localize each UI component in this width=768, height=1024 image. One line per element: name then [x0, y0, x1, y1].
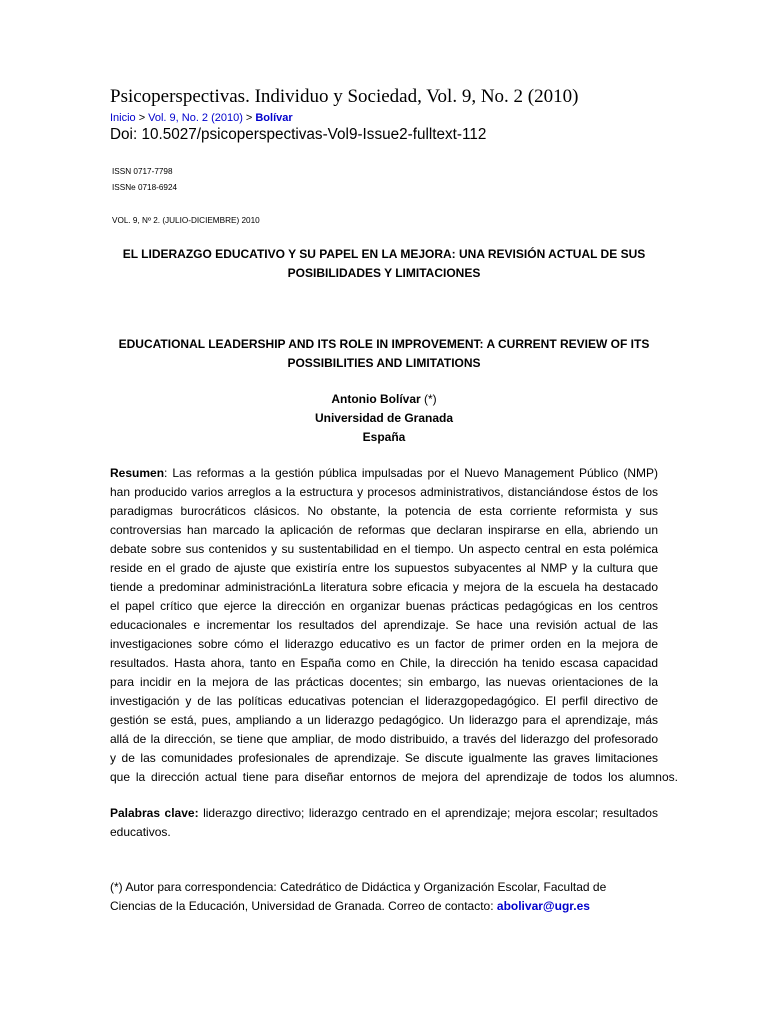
footnote-line — [110, 897, 606, 916]
author-country: España — [362, 430, 406, 444]
abstract-line: y de las comunidades profesionales de aprendizaje. Se discute igualmente las graves limitaciones — [110, 751, 658, 765]
contact-email-link[interactable]: abolivar@ugr.es — [496, 899, 590, 913]
author-line — [110, 390, 658, 409]
footnote — [110, 878, 606, 916]
breadcrumb — [110, 111, 293, 125]
abstract-line: investigación y de las políticas educativas potencian el liderazgopedagógico. El perfil directivo de — [110, 694, 658, 708]
abstract-line: resultados. Hasta ahora, tanto en España como en Chile, la dirección ha tenido escasa capacidad — [110, 656, 658, 670]
breadcrumb-separator: > — [245, 112, 253, 124]
title-line: EL LIDERAZGO EDUCATIVO Y SU PAPEL EN LA MEJORA: UNA REVISIÓN ACTUAL DE SUS — [122, 247, 646, 261]
abstract-line: el papel crítico que ejerce la dirección en organizar buenas prácticas pedagógicas en los centros — [110, 599, 658, 613]
title-line: EDUCATIONAL LEADERSHIP AND ITS ROLE IN IMPROVEMENT: A CURRENT REVIEW OF ITS — [118, 337, 650, 351]
title-line: POSIBILIDADES Y LIMITACIONES — [287, 266, 481, 280]
author-affiliation: Universidad de Granada — [314, 411, 454, 425]
author-name: Antonio Bolívar — [331, 392, 421, 406]
breadcrumb-separator: > — [138, 112, 146, 124]
footnote-line: (*) Autor para correspondencia: Catedrático de Didáctica y Organización Escolar, Facultad de — [110, 880, 607, 894]
volume-line: VOL. 9, Nº 2. (JULIO-DICIEMBRE) 2010 — [112, 216, 260, 225]
breadcrumb-issue-link[interactable]: Vol. 9, No. 2 (2010) — [148, 112, 243, 124]
keywords-label: Palabras clave: — [110, 806, 199, 820]
title-line: POSSIBILITIES AND LIMITATIONS — [287, 356, 481, 370]
abstract-line: gestión se está, pues, ampliando a un liderazgo pedagógico. Un liderazgo para el aprendizaje, más — [110, 713, 658, 727]
abstract-label: Resumen — [110, 466, 165, 480]
abstract-line: para incidir en la mejora de las prácticas docentes; sin embargo, las nuevas orientaciones de la — [110, 675, 658, 689]
breadcrumb-home-link[interactable]: Inicio — [110, 112, 136, 124]
journal-title: Psicoperspectivas. Individuo y Sociedad, Vol. 9, No. 2 (2010) — [110, 86, 579, 107]
breadcrumb-current-link[interactable]: Bolívar — [255, 112, 293, 124]
footnote-contact-text: Ciencias de la Educación, Universidad de Granada. Correo de contacto: — [110, 899, 497, 913]
abstract-line: han producido varios arreglos a la estructura y procesos administrativos, distanciándose éstos de los — [110, 485, 658, 499]
abstract-line: controversias han marcado la aplicación de reformas que declaran inspirarse en ella, abriendo un — [110, 523, 658, 537]
issn-electronic: ISSNe 0718-6924 — [112, 183, 178, 192]
author-note-mark: (*) — [423, 392, 437, 406]
abstract-paragraph — [110, 464, 678, 787]
abstract-line: reside en el grado de ajuste que existiría entre los supuestos subyacentes al NMP y la cultura que — [110, 561, 658, 575]
abstract-line: que la dirección actual tiene para diseñar entornos de mejora del aprendizaje de todos los alumnos. — [110, 770, 678, 784]
abstract-line: educacionales e incrementar los resultados del aprendizaje. Se hace una revisión actual de las — [110, 618, 658, 632]
issn-print: ISSN 0717-7798 — [112, 167, 173, 176]
keywords-first-line-text: liderazgo directivo; liderazgo centrado en el aprendizaje; mejora escolar; resultados — [198, 806, 658, 820]
abstract-line: paradigmas burocráticos clásicos. No obstante, la potencia de esta corriente reformista y sus — [110, 504, 658, 518]
author-block — [110, 390, 658, 447]
abstract-first-line-text: : Las reformas a la gestión pública impulsadas por el Nuevo Management Público (NMP) — [164, 466, 658, 480]
article-title-spanish — [110, 245, 658, 283]
keywords-line: educativos. — [110, 825, 171, 839]
keywords-line — [110, 804, 658, 823]
abstract-line: tiende a predominar administraciónLa literatura sobre eficacia y mejora de la escuela ha destacado — [110, 580, 658, 594]
abstract-line: debate sobre sus contenidos y su sustentabilidad en el tiempo. Un aspecto central en esta polémica — [110, 542, 658, 556]
abstract-line: investigaciones sobre cómo el liderazgo educativo es un factor de primer orden en la mejora de — [110, 637, 658, 651]
keywords-paragraph — [110, 804, 658, 842]
abstract-line: allá de la dirección, se tiene que ampliar, de modo distribuido, a través del liderazgo del profesorado — [110, 732, 658, 746]
abstract-line — [110, 464, 658, 483]
article-title-english — [110, 335, 658, 373]
doi-line: Doi: 10.5027/psicoperspectivas-Vol9-Issue2-fulltext-112 — [110, 126, 487, 143]
